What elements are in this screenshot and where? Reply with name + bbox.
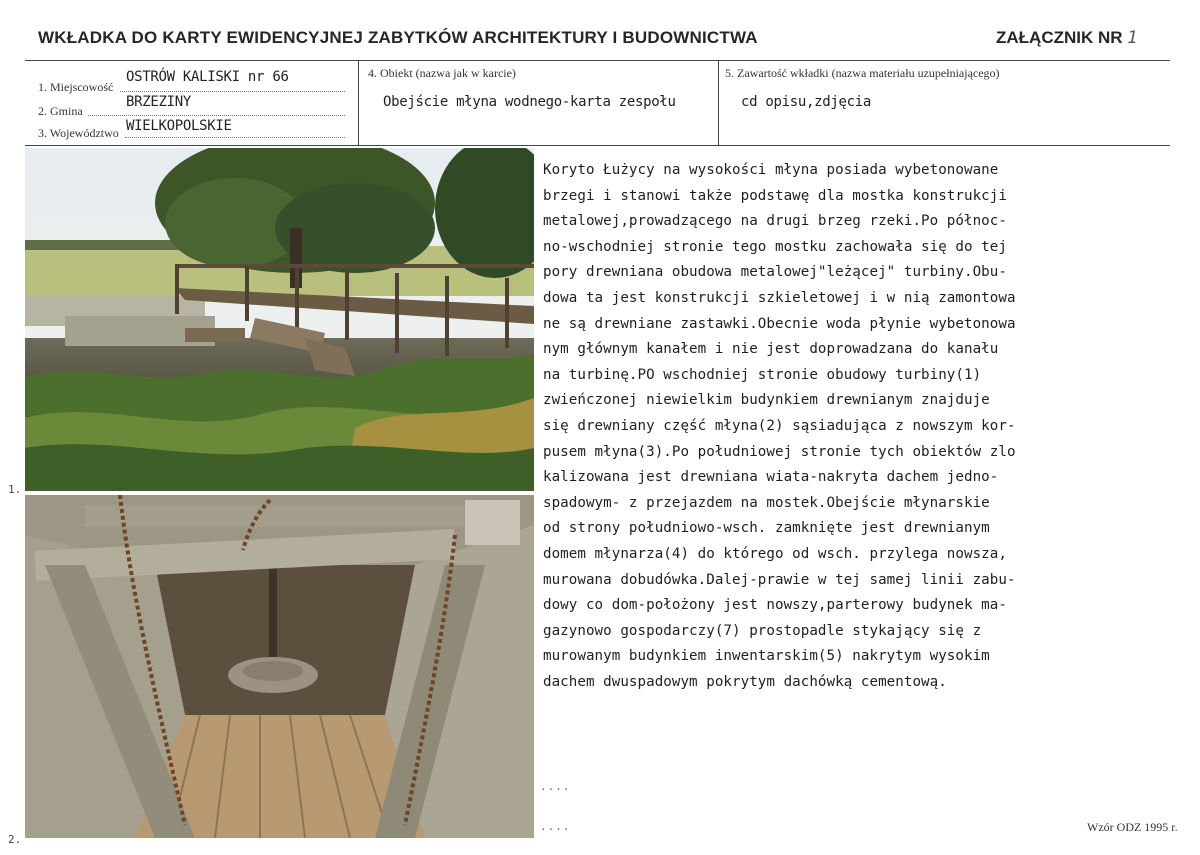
description-text (543, 158, 1183, 695)
voivodeship-label: 3. Województwo (38, 126, 119, 140)
commune-dots (88, 114, 345, 116)
form-rule (25, 145, 1170, 146)
description-line: domem młynarza(4) do którego od wsch. przylega nowsza, (543, 545, 1007, 562)
divider-contents (718, 60, 719, 145)
header-rule (25, 60, 1170, 61)
description-line: na turbinę.PO wschodniej stronie obudowy turbiny(1) (543, 366, 982, 383)
object-value: Obejście młyna wodnego-karta zespołu (383, 94, 676, 110)
voivodeship-value: WIELKOPOLSKIE (126, 118, 232, 134)
photo-2-number: 2. (8, 833, 22, 846)
description-line: gazynowo gospodarczy(7) prostopadle stykający się z (543, 622, 982, 639)
photo-1-number: 1. (8, 483, 22, 496)
photo-river-footbridge (25, 148, 534, 491)
photo-turbine-pit (25, 495, 534, 838)
commune-value: BRZEZINY (126, 94, 192, 110)
description-line: dachem dwuspadowym pokrytym dachówką cementową. (543, 673, 947, 690)
contents-value: cd opisu,zdjęcia (741, 94, 872, 110)
annex-label-text: ZAŁĄCZNIK NR (996, 28, 1123, 47)
divider-object (358, 60, 359, 145)
description-line: metalowej,prowadzącego na drugi brzeg rzeki.Po północ- (543, 213, 1007, 230)
annex-number: 1 (1127, 28, 1138, 48)
description-line: dowy co dom-położony jest nowszy,parterowy budynek ma- (543, 597, 1007, 614)
location-label: 1. Miejscowość (38, 80, 114, 94)
commune-label: 2. Gmina (38, 104, 83, 118)
dots-marker: .... (540, 780, 571, 793)
card-title: WKŁADKA DO KARTY EWIDENCYJNEJ ZABYTKÓW ARCHITEKTURY I BUDOWNICTWA (38, 28, 758, 47)
description-line: się drewniany część młyna(2) sąsiadująca z nowszym kor- (543, 417, 1016, 434)
form-model-note: Wzór ODZ 1995 r. (1087, 820, 1178, 834)
description-line: no-wschodniej stronie tego mostku zachowała się do tej (543, 238, 1007, 255)
location-value: OSTRÓW KALISKI nr 66 (126, 69, 289, 85)
annex-label (996, 28, 1138, 48)
description-line: nym głównym kanałem i nie jest doprowadzana do kanału (543, 341, 999, 358)
description-line: pusem młyna(3).Po południowej stronie tych obiektów zlo (543, 443, 1016, 460)
description-line: Koryto Łużycy na wysokości młyna posiada wybetonowane (543, 162, 999, 178)
description-line: ne są drewniane zastawki.Obecnie woda płynie wybetonowa (543, 315, 1016, 332)
description-line: murowana dobudówka.Dalej-prawie w tej samej linii zabu- (543, 571, 1016, 588)
description-line: zwieńczonej niewielkim budynkiem drewnianym znajduje (543, 392, 990, 409)
description-line: murowanym budynkiem inwentarskim(5) nakrytym wysokim (543, 648, 990, 665)
contents-label: 5. Zawartość wkładki (nazwa materiału uzupełniającego) (725, 66, 1000, 80)
description-line: brzegi i stanowi także podstawę dla mostka konstrukcji (543, 187, 1007, 204)
object-label: 4. Obiekt (nazwa jak w karcie) (368, 66, 516, 80)
voivodeship-dots (125, 136, 345, 138)
description-line: spadowym- z przejazdem na mostek.Obejście młynarskie (543, 494, 990, 511)
description-line: od strony południowo-wsch. zamknięte jest drewnianym (543, 520, 990, 537)
dots-marker: .... (540, 820, 571, 833)
description-line: kalizowana jest drewniana wiata-nakryta dachem jedno- (543, 469, 999, 486)
description-line: dowa ta jest konstrukcji szkieletowej i w nią zamontowa (543, 289, 1016, 306)
location-dots (120, 90, 345, 92)
description-line: pory drewniana obudowa metalowej"leżącej" turbiny.Obu- (543, 264, 1007, 281)
